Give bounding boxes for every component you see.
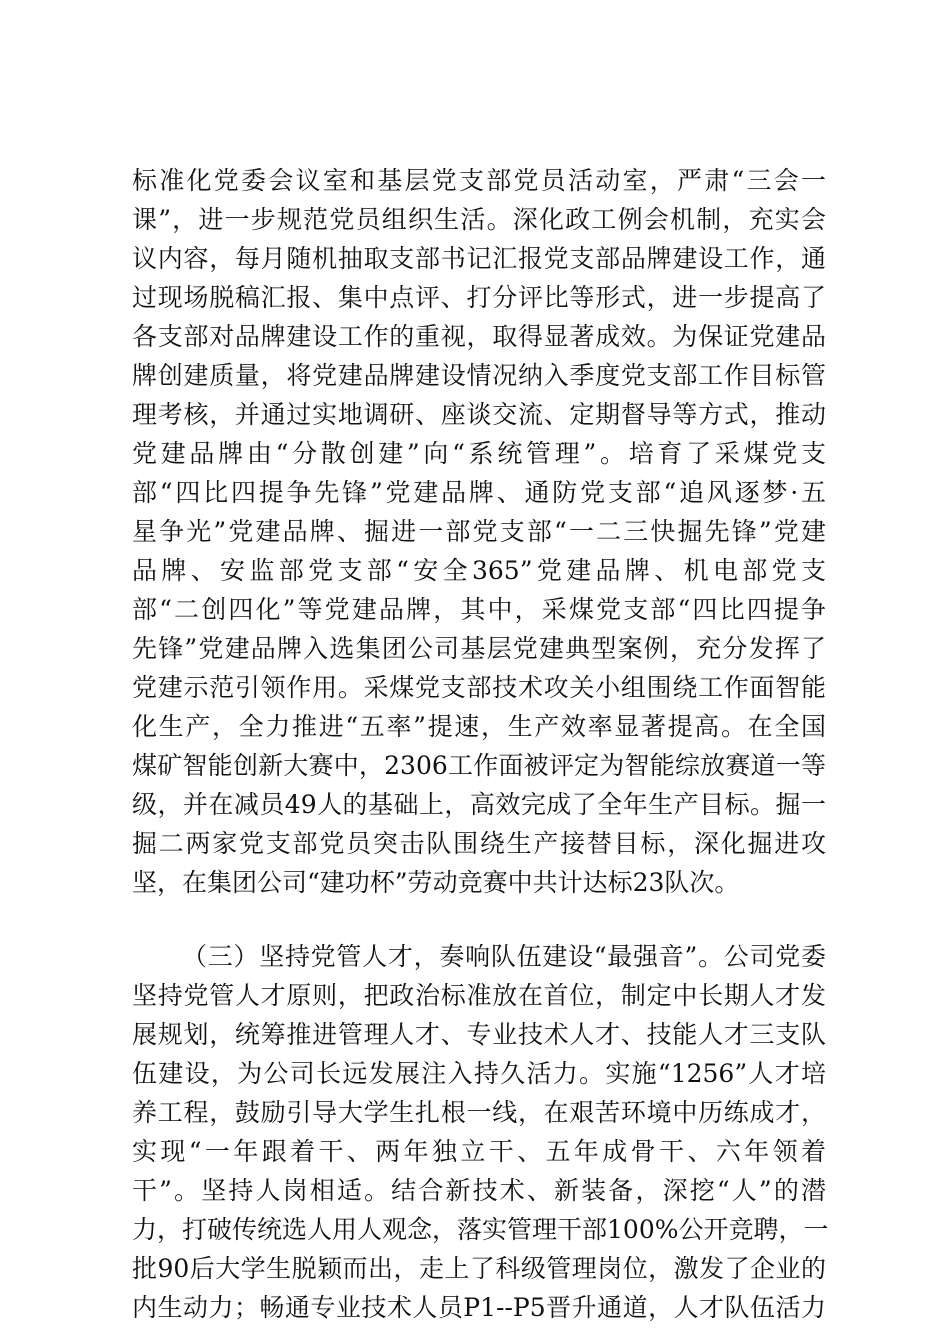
text-line: 党建示范引领作用。采煤党支部技术攻关小组围绕工作面智能 xyxy=(132,673,826,702)
text-line: 伍建设，为公司长远发展注入持久活力。实施“1256”人才培 xyxy=(132,1059,826,1088)
text-line: 标准化党委会议室和基层党支部党员活动室，严肃“三会一 xyxy=(132,166,826,195)
text-line: 内生动力；畅通专业技术人员P1--P5晋升通道，人才队伍活力 xyxy=(132,1293,826,1322)
text-line: 坚持党管人才原则，把政治标准放在首位，制定中长期人才发 xyxy=(132,981,826,1010)
text-line: 过现场脱稿汇报、集中点评、打分评比等形式，进一步提高了 xyxy=(132,283,826,312)
text-line: 化生产，全力推进“五率”提速，生产效率显著提高。在全国 xyxy=(132,712,826,741)
text-line: 议内容，每月随机抽取支部书记汇报党支部品牌建设工作，通 xyxy=(132,244,826,273)
text-line: 养工程，鼓励引导大学生扎根一线，在艰苦环境中历练成才， xyxy=(132,1098,826,1127)
text-line: 各支部对品牌建设工作的重视，取得显著成效。为保证党建品 xyxy=(132,322,826,351)
text-line: 星争光”党建品牌、掘进一部党支部“一二三快掘先锋”党建 xyxy=(132,517,826,546)
text-line: 力，打破传统选人用人观念，落实管理干部100%公开竞聘，一 xyxy=(132,1215,829,1244)
text-line: 实现“一年跟着干、两年独立干、五年成骨干、六年领着 xyxy=(132,1137,826,1166)
text-line: 牌创建质量，将党建品牌建设情况纳入季度党支部工作目标管 xyxy=(132,361,826,390)
section-heading-line: （三）坚持党管人才，奏响队伍建设“最强音”。公司党委 xyxy=(182,942,826,971)
text-line: 党建品牌由“分散创建”向“系统管理”。培育了采煤党支 xyxy=(132,439,826,468)
text-line: 部“二创四化”等党建品牌，其中，采煤党支部“四比四提争 xyxy=(132,595,826,624)
text-line: 展规划，统筹推进管理人才、专业技术人才、技能人才三支队 xyxy=(132,1020,826,1049)
text-line: 干”。坚持人岗相适。结合新技术、新装备，深挖“人”的潜 xyxy=(132,1176,826,1205)
text-line: 批90后大学生脱颖而出，走上了科级管理岗位，激发了企业的 xyxy=(132,1254,826,1283)
text-line: 品牌、安监部党支部“安全365”党建品牌、机电部党支 xyxy=(132,556,826,585)
text-line: 煤矿智能创新大赛中，2306工作面被评定为智能综放赛道一等 xyxy=(132,751,826,780)
text-line: 先锋”党建品牌入选集团公司基层党建典型案例，充分发挥了 xyxy=(132,634,826,663)
text-line: 坚，在集团公司“建功杯”劳动竞赛中共计达标23队次。 xyxy=(132,868,740,897)
text-line: 理考核，并通过实地调研、座谈交流、定期督导等方式，推动 xyxy=(132,400,826,429)
text-line: 掘二两家党支部党员突击队围绕生产接替目标，深化掘进攻 xyxy=(132,829,826,858)
text-line: 级，并在减员49人的基础上，高效完成了全年生产目标。掘一 xyxy=(132,790,826,819)
text-line: 部“四比四提争先锋”党建品牌、通防党支部“追风逐梦·五 xyxy=(132,478,826,507)
text-line: 课”，进一步规范党员组织生活。深化政工例会机制，充实会 xyxy=(132,205,826,234)
